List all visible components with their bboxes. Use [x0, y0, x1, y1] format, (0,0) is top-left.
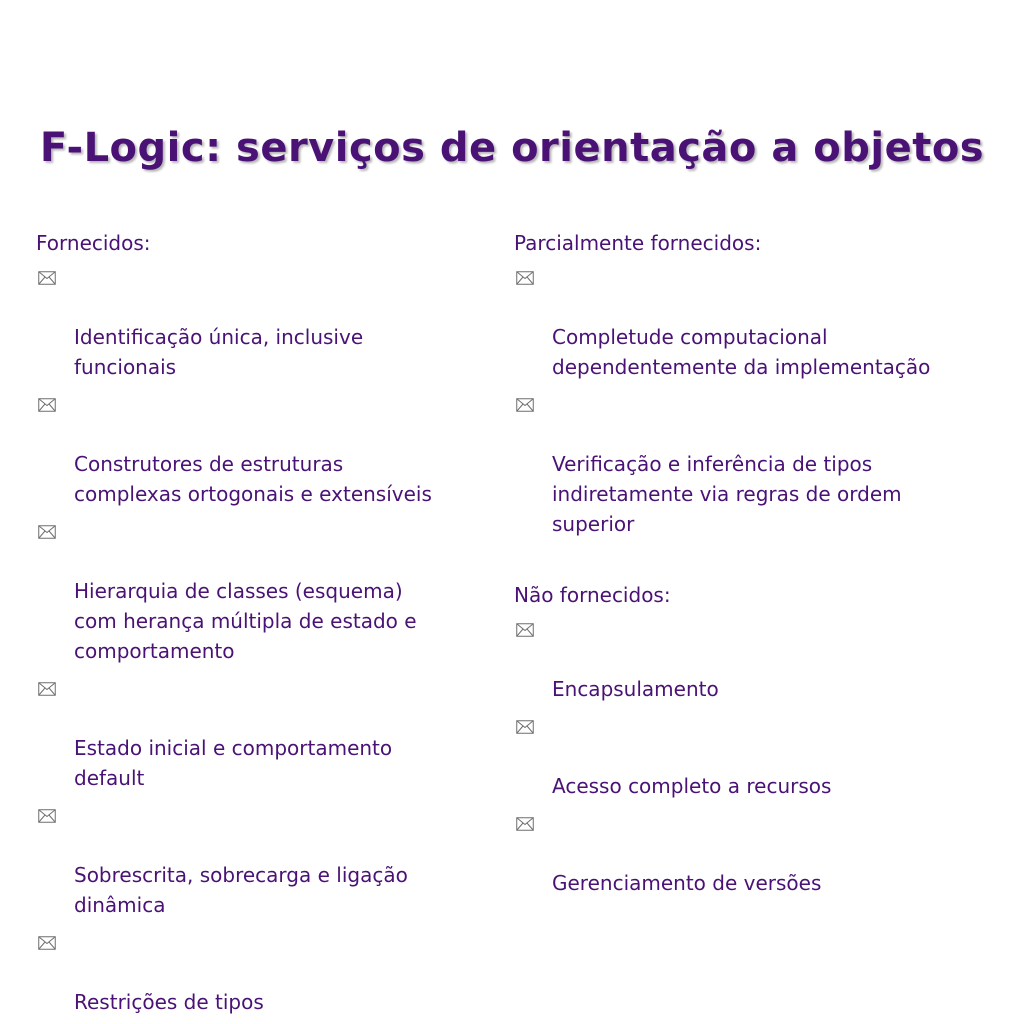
envelope-icon — [516, 623, 534, 637]
envelope-icon — [38, 682, 56, 696]
envelope-icon — [516, 271, 534, 285]
section-spacer — [514, 546, 1004, 580]
partial-column — [514, 228, 1004, 905]
list-item-text: Estado inicial e comportamento default — [74, 736, 393, 790]
envelope-icon — [516, 398, 534, 412]
list-item — [36, 927, 506, 1017]
list-item — [36, 516, 506, 666]
list-item-text: Sobrescrita, sobrecarga e ligação dinâmica — [74, 863, 408, 917]
list-item-text: Hierarquia de classes (esquema) com herança múltipla de estado e comportamento — [74, 579, 417, 663]
slide-title: F-Logic: serviços de orientação a objetos — [39, 125, 985, 171]
provided-heading: Fornecidos: — [36, 231, 151, 255]
envelope-icon — [516, 720, 534, 734]
not-provided-list — [514, 614, 1004, 898]
provided-column — [36, 228, 506, 1024]
partial-heading: Parcialmente fornecidos: — [514, 231, 762, 255]
partial-list — [514, 262, 1004, 539]
list-item — [36, 262, 506, 382]
list-item-text: Identificação única, inclusive funcionais — [74, 325, 364, 379]
envelope-icon — [38, 936, 56, 950]
envelope-icon — [516, 817, 534, 831]
list-item-text: Acesso completo a recursos — [552, 774, 832, 798]
list-item-text: Restrições de tipos — [74, 990, 264, 1014]
list-item — [514, 614, 1004, 704]
list-item — [514, 711, 1004, 801]
provided-list — [36, 262, 506, 1017]
list-item-text: Verificação e inferência de tipos indiretamente via regras de ordem superior — [552, 452, 902, 536]
envelope-icon — [38, 398, 56, 412]
list-item — [514, 808, 1004, 898]
envelope-icon — [38, 271, 56, 285]
envelope-icon — [38, 525, 56, 539]
envelope-icon — [38, 809, 56, 823]
list-item — [514, 262, 1004, 382]
list-item — [514, 389, 1004, 539]
list-item-text: Construtores de estruturas complexas ortogonais e extensíveis — [74, 452, 432, 506]
list-item-text: Encapsulamento — [552, 677, 719, 701]
list-item — [36, 389, 506, 509]
list-item — [36, 673, 506, 793]
not-provided-heading: Não fornecidos: — [514, 583, 671, 607]
list-item-text: Completude computacional dependentemente da implementação — [552, 325, 931, 379]
list-item-text: Gerenciamento de versões — [552, 871, 822, 895]
list-item — [36, 800, 506, 920]
